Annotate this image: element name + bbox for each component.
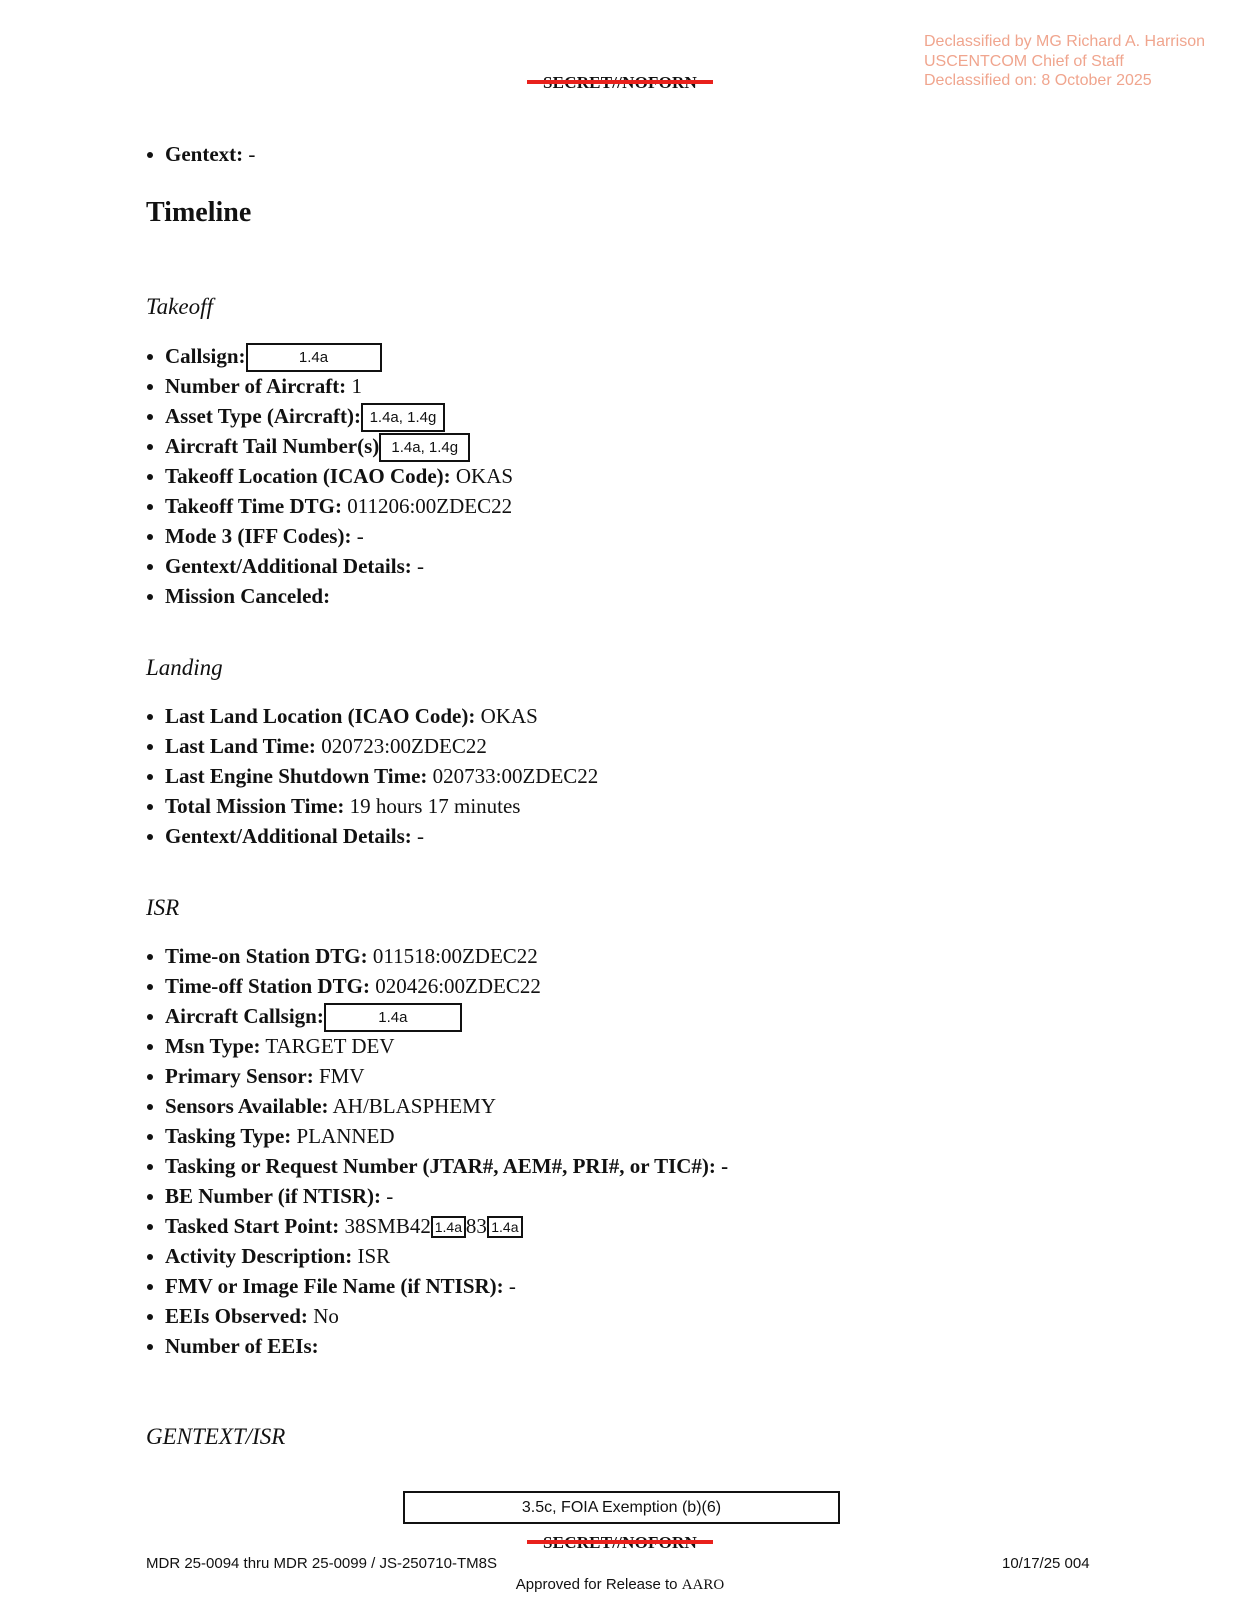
takeoff-list <box>146 341 513 611</box>
list-item-aircraft-callsign: Aircraft Callsign: 1.4a <box>146 1001 728 1031</box>
landing-heading: Landing <box>146 655 223 680</box>
list-item-sensors-available: Sensors Available: AH/BLASPHEMY <box>146 1091 728 1121</box>
list-item-eeis-observed: EEIs Observed: No <box>146 1301 728 1331</box>
redaction-box: 1.4a <box>324 1003 462 1032</box>
list-item-mode3: Mode 3 (IFF Codes): - <box>146 521 513 551</box>
list-item-total-mission-time: Total Mission Time: 19 hours 17 minutes <box>146 791 598 821</box>
list-item-takeoff-time: Takeoff Time DTG: 011206:00ZDEC22 <box>146 491 513 521</box>
list-item-tasking-type: Tasking Type: PLANNED <box>146 1121 728 1151</box>
strikethrough-line <box>527 1540 713 1544</box>
classification-marking-top <box>527 73 713 93</box>
takeoff-heading: Takeoff <box>146 294 213 319</box>
strikethrough-line <box>527 80 713 84</box>
list-item-callsign: Callsign: 1.4a <box>146 341 513 371</box>
isr-list <box>146 941 728 1361</box>
list-item-landing-gentext: Gentext/Additional Details: - <box>146 821 598 851</box>
list-item-mission-canceled: Mission Canceled: <box>146 581 513 611</box>
list-item-asset-type: Asset Type (Aircraft): 1.4a, 1.4g <box>146 401 513 431</box>
list-item-primary-sensor: Primary Sensor: FMV <box>146 1061 728 1091</box>
declassified-by: Declassified by MG Richard A. Harrison <box>924 33 1205 50</box>
list-item-msn-type: Msn Type: TARGET DEV <box>146 1031 728 1061</box>
list-item-gentext: Gentext: - <box>146 139 255 169</box>
list-item-takeoff-gentext: Gentext/Additional Details: - <box>146 551 513 581</box>
classification-footer <box>0 1533 1240 1553</box>
redaction-box: 1.4a <box>431 1216 466 1238</box>
redaction-box: 1.4a <box>246 343 382 372</box>
list-item-last-land-time: Last Land Time: 020723:00ZDEC22 <box>146 731 598 761</box>
isr-heading: ISR <box>146 895 180 920</box>
footer-case-number: MDR 25-0094 thru MDR 25-0099 / JS-250710-TM8S <box>146 1555 497 1572</box>
list-item-file-name: FMV or Image File Name (if NTISR): - <box>146 1271 728 1301</box>
list-item-tail-number: Aircraft Tail Number(s) 1.4a, 1.4g <box>146 431 513 461</box>
declassified-on: Declassified on: 8 October 2025 <box>924 72 1152 89</box>
foia-redaction-box: 3.5c, FOIA Exemption (b)(6) <box>403 1491 840 1524</box>
footer-date-code: 10/17/25 004 <box>1002 1555 1090 1572</box>
classification-marking-bottom <box>527 1533 713 1553</box>
list-item-tasking-number: Tasking or Request Number (JTAR#, AEM#, PRI#, or TIC#): - <box>146 1151 728 1181</box>
classification-header <box>0 73 1240 93</box>
list-item-takeoff-location: Takeoff Location (ICAO Code): OKAS <box>146 461 513 491</box>
gentext-list <box>146 139 255 169</box>
redaction-box: 1.4a, 1.4g <box>361 403 445 432</box>
list-item-tasked-start-point: Tasked Start Point: 38SMB42 1.4a 83 1.4a <box>146 1211 728 1241</box>
list-item-number-of-aircraft: Number of Aircraft: 1 <box>146 371 513 401</box>
footer-release-statement: Approved for Release to AARO <box>515 1576 725 1593</box>
redaction-box: 1.4a, 1.4g <box>379 433 470 462</box>
timeline-heading: Timeline <box>146 197 252 228</box>
list-item-be-number: BE Number (if NTISR): - <box>146 1181 728 1211</box>
list-item-activity-description: Activity Description: ISR <box>146 1241 728 1271</box>
list-item-time-off-station: Time-off Station DTG: 020426:00ZDEC22 <box>146 971 728 1001</box>
gentext-isr-heading: GENTEXT/ISR <box>146 1424 286 1449</box>
declassifier-title: USCENTCOM Chief of Staff <box>924 52 1124 70</box>
list-item-time-on-station: Time-on Station DTG: 011518:00ZDEC22 <box>146 941 728 971</box>
list-item-engine-shutdown: Last Engine Shutdown Time: 020733:00ZDEC22 <box>146 761 598 791</box>
landing-list <box>146 701 598 851</box>
list-item-last-land-location: Last Land Location (ICAO Code): OKAS <box>146 701 598 731</box>
release-agency: AARO <box>681 1577 725 1593</box>
list-item-number-of-eeis: Number of EEIs: <box>146 1331 728 1361</box>
redaction-box: 1.4a <box>487 1216 523 1238</box>
